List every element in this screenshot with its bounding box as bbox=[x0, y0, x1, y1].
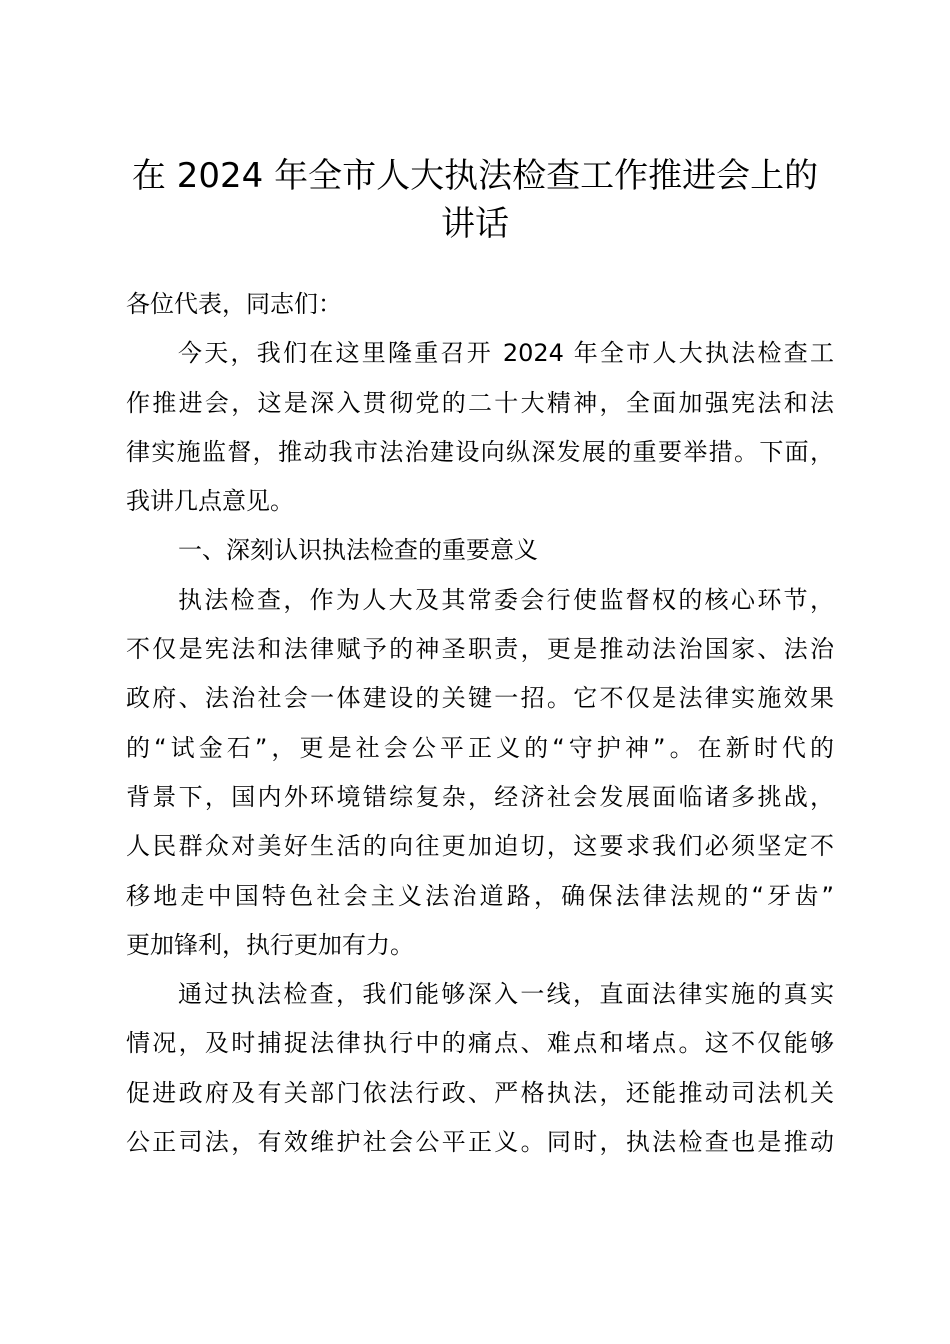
paragraph-line: 移地走中国特色社会主义法治道路，确保法律法规的“牙齿” bbox=[126, 881, 834, 910]
paragraph-line: 通过执法检查，我们能够深入一线，直面法律实施的真实 bbox=[178, 980, 834, 1009]
paragraph-line: 的“试金石”，更是社会公平正义的“守护神”。在新时代的 bbox=[126, 733, 834, 762]
paragraph-line: 今天，我们在这里隆重召开 2024 年全市人大执法检查工 bbox=[178, 339, 834, 368]
paragraph-line: 执法检查，作为人大及其常委会行使监督权的核心环节， bbox=[178, 585, 834, 614]
paragraph-intro bbox=[126, 329, 834, 526]
paragraph-line: 律实施监督，推动我市法治建设向纵深发展的重要举措。下面， bbox=[126, 437, 834, 466]
paragraph-line: 更加锋利，执行更加有力。 bbox=[126, 930, 414, 959]
paragraph-line: 背景下，国内外环境错综复杂，经济社会发展面临诸多挑战， bbox=[126, 782, 834, 811]
paragraph-line: 人民群众对美好生活的向往更加迫切，这要求我们必须坚定不 bbox=[126, 832, 834, 861]
paragraph-line: 作推进会，这是深入贯彻党的二十大精神，全面加强宪法和法 bbox=[126, 388, 834, 417]
paragraph-line: 情况，及时捕捉法律执行中的痛点、难点和堵点。这不仅能够 bbox=[126, 1029, 834, 1058]
paragraph-line: 我讲几点意见。 bbox=[126, 487, 294, 516]
paragraph-line: 不仅是宪法和法律赋予的神圣职责，更是推动法治国家、法治 bbox=[126, 635, 834, 664]
paragraph-line: 公正司法，有效维护社会公平正义。同时，执法检查也是推动 bbox=[126, 1128, 834, 1157]
document-body bbox=[126, 280, 834, 1167]
section-heading-text: 一、深刻认识执法检查的重要意义 bbox=[178, 536, 538, 565]
section-heading bbox=[126, 526, 834, 575]
paragraph-line: 政府、法治社会一体建设的关键一招。它不仅是法律实施效果 bbox=[126, 684, 834, 713]
greeting: 各位代表，同志们： bbox=[126, 290, 342, 318]
paragraph-significance bbox=[126, 576, 834, 970]
document-title bbox=[100, 152, 850, 248]
paragraph-inspection bbox=[126, 970, 834, 1167]
paragraph-line: 促进政府及有关部门依法行政、严格执法，还能推动司法机关 bbox=[126, 1078, 834, 1107]
title-line: 讲话 bbox=[441, 204, 509, 244]
title-line: 在 2024 年全市人大执法检查工作推进会上的 bbox=[131, 156, 819, 196]
